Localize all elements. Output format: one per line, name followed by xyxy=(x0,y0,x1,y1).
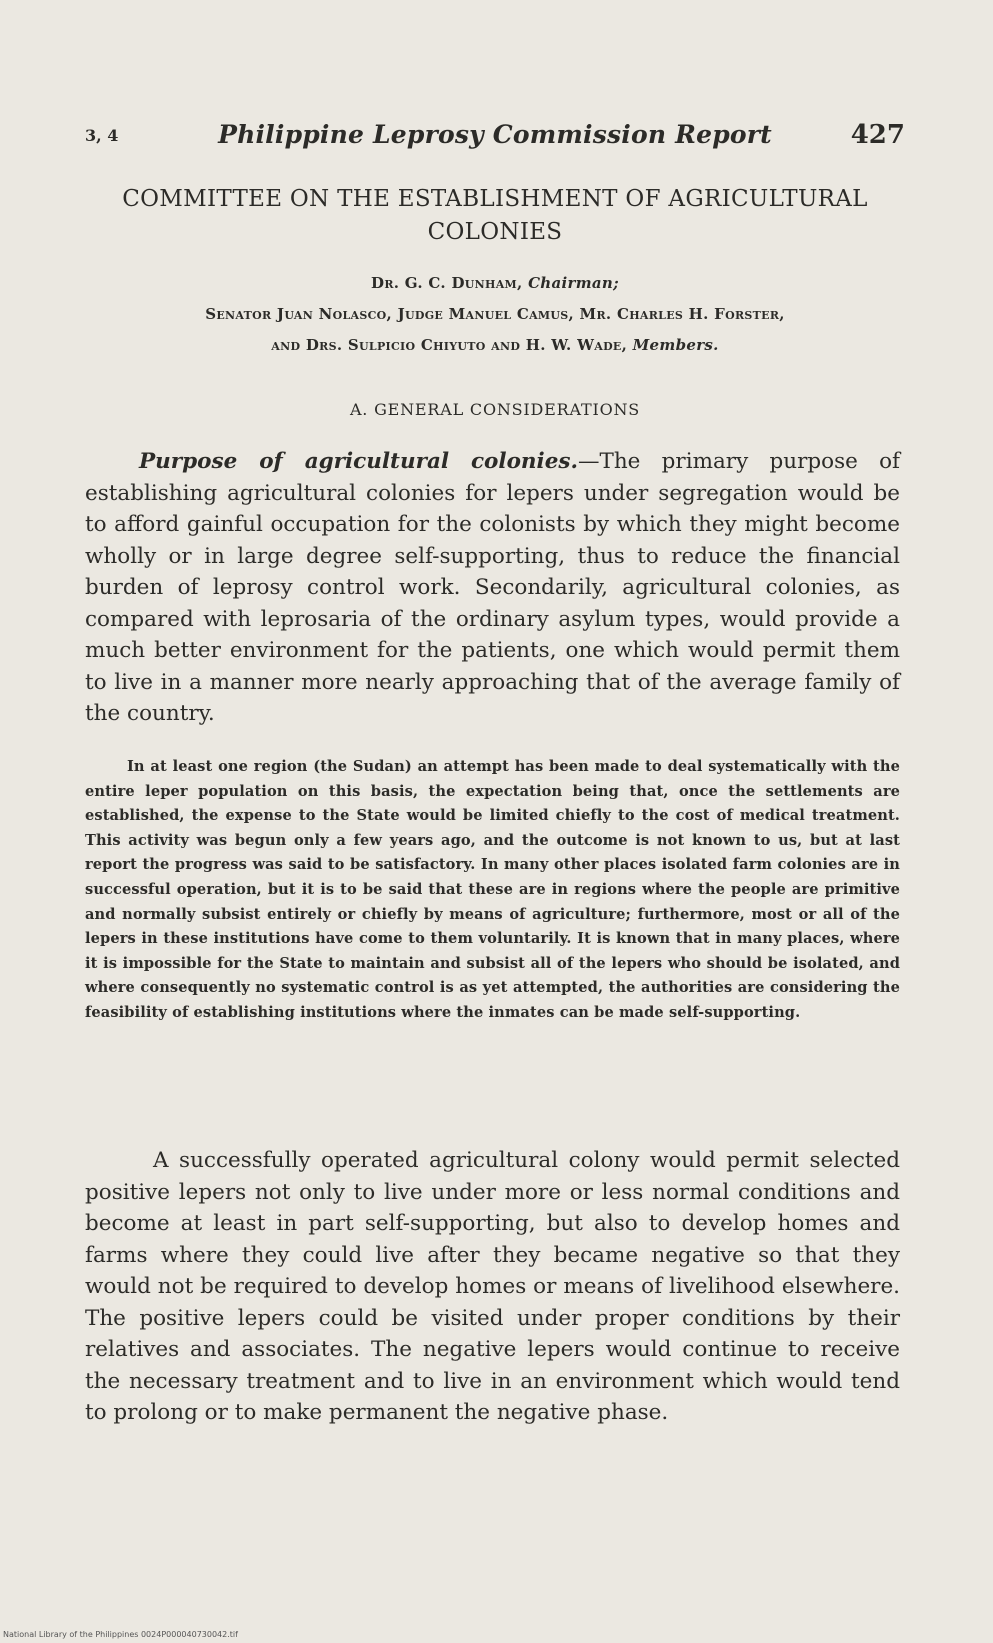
title-line-1: COMMITTEE ON THE ESTABLISHMENT OF AGRICULTURAL xyxy=(122,186,868,212)
paragraph-purpose-body: —The primary purpose of establishing agricultural colonies for lepers under segregation would be to afford gainful occupation for the colonists by which they might become wholly or in large degree self-supporting, thus to reduce the financial burden of leprosy control work. Secondarily, agricultural colonies, as compared with leprosaria of the ordinary asylum types, would provide a much better environment for the patients, one which would permit them to live in a manner more nearly approaching that of the average family of the country. xyxy=(85,449,901,726)
scan-footer: National Library of the Philippines 0024P000040730042.tif xyxy=(3,1630,238,1639)
chairman-name: Dr. G. C. Dunham, xyxy=(371,274,523,292)
members-line-2 xyxy=(85,330,905,361)
chairman-line xyxy=(85,268,905,299)
members-role: Members. xyxy=(632,336,719,354)
paragraph-small-print: In at least one region (the Sudan) an attempt has been made to deal systematically with the entire leper population on this basis, the expectation being that, once the settlements are established, the expense to the State would be limited chiefly to the cost of medical treatment. This activity was begun only a few years ago, and the outcome is not known to us, but at last report the progress was said to be satisfactory. In many other places isolated farm colonies are in successful operation, but it is to be said that these are in regions where the people are primitive and normally subsist entirely or chiefly by means of agriculture; furthermore, most or all of the lepers in these institutions have come to them voluntarily. It is known that in many places, where it is impossible for the State to maintain and subsist all of the lepers who should be isolated, and where consequently no systematic control is as yet attempted, the authorities are considering the feasibility of establishing institutions where the inmates can be made self-supporting. xyxy=(85,758,900,1021)
paragraph-run-in-heading: Purpose of agricultural colonies. xyxy=(139,449,578,474)
running-head xyxy=(85,120,905,160)
paragraph-purpose xyxy=(85,446,900,730)
section-heading: A. GENERAL CONSIDERATIONS xyxy=(349,400,641,419)
volume-issue: 3, 4 xyxy=(85,126,119,145)
committee-members xyxy=(85,268,905,361)
title-line-2: COLONIES xyxy=(427,219,563,245)
page-number: 427 xyxy=(850,120,905,150)
article-title xyxy=(85,183,905,249)
chairman-role: Chairman; xyxy=(528,274,619,292)
members-names: and Drs. Sulpicio Chiyuto and H. W. Wade, xyxy=(271,336,628,354)
journal-title: Philippine Leprosy Commission Report xyxy=(218,120,772,149)
members-line-1: Senator Juan Nolasco, Judge Manuel Camus, Mr. Charles H. Forster, xyxy=(205,305,785,323)
paragraph-colony-benefits: A successfully operated agricultural colony would permit selected positive lepers not only to live under more or less normal conditions and become at least in part self-supporting, but also to develop homes and farms where they could live after they became negative so that they would not be required to develop homes or means of livelihood elsewhere. The positive lepers could be visited under proper conditions by their relatives and associates. The negative lepers would continue to receive the necessary treatment and to live in an environment which would tend to prolong or to make permanent the negative phase. xyxy=(85,1148,900,1425)
